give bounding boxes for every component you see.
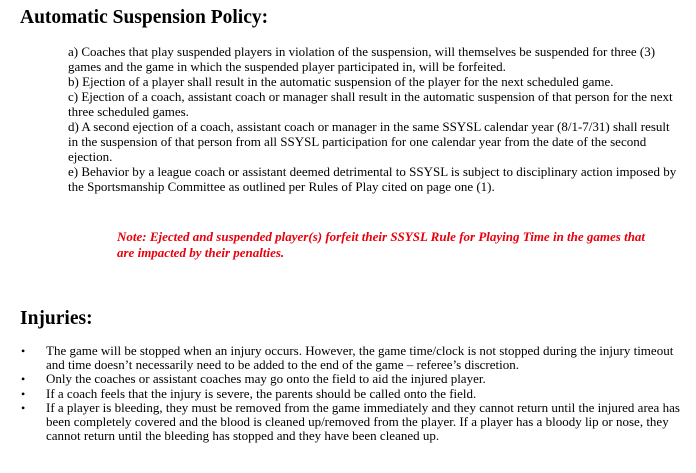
injury-item <box>20 344 684 372</box>
injury-item-text: The game will be stopped when an injury occurs. However, the game time/clock is not stopped during the injury timeout and time doesn’t necessarily need to be added to the end of the game – referee’s discretion. <box>46 343 674 373</box>
bullet-icon: • <box>21 400 26 415</box>
policy-item-a: a) Coaches that play suspended players in violation of the suspension, will themselves be suspended for three (3) games and the game in which the suspended player participated in, will be forfeited. <box>68 44 656 74</box>
injury-item-text: If a player is bleeding, they must be removed from the game immediately and they cannot return until the injured area has been completely covered and the blood is cleaned up/removed from the player. If a player has a bloody lip or nose, they cannot return until the bleeding has stopped and they have been cleaned up. <box>46 399 680 444</box>
injury-item <box>20 387 684 401</box>
injuries-list <box>20 344 684 443</box>
suspension-note: Note: Ejected and suspended player(s) forfeit their SSYSL Rule for Playing Time in the games that are impacted by their penalties. <box>117 229 646 260</box>
policy-item-c: c) Ejection of a coach, assistant coach or manager shall result in the automatic suspension of that person for the next three scheduled games. <box>68 89 673 119</box>
policy-item-d: d) A second ejection of a coach, assistant coach or manager in the same SSYSL calendar year (8/1-7/31) shall result in the suspension of that person from all SSYSL participation for one calendar year from the date of the second ejection. <box>68 119 670 164</box>
injury-item-text: Only the coaches or assistant coaches may go onto the field to aid the injured player. <box>46 371 486 387</box>
injury-item-text: If a coach feels that the injury is severe, the parents should be called onto the field. <box>46 385 477 401</box>
bullet-icon: • <box>21 344 26 358</box>
injury-item <box>20 401 684 444</box>
policy-item-b: b) Ejection of a player shall result in the automatic suspension of the player for the next scheduled game. <box>68 74 614 89</box>
suspension-heading: Automatic Suspension Policy: <box>20 7 269 28</box>
suspension-policy-list <box>68 44 680 194</box>
injuries-heading: Injuries: <box>20 308 93 329</box>
bullet-icon: • <box>21 372 26 387</box>
injury-item <box>20 372 684 386</box>
policy-item-e: e) Behavior by a league coach or assistant deemed detrimental to SSYSL is subject to disciplinary action imposed by the Sportsmanship Committee as outlined per Rules of Play cited on page one (1). <box>68 164 677 194</box>
bullet-icon: • <box>21 386 26 401</box>
